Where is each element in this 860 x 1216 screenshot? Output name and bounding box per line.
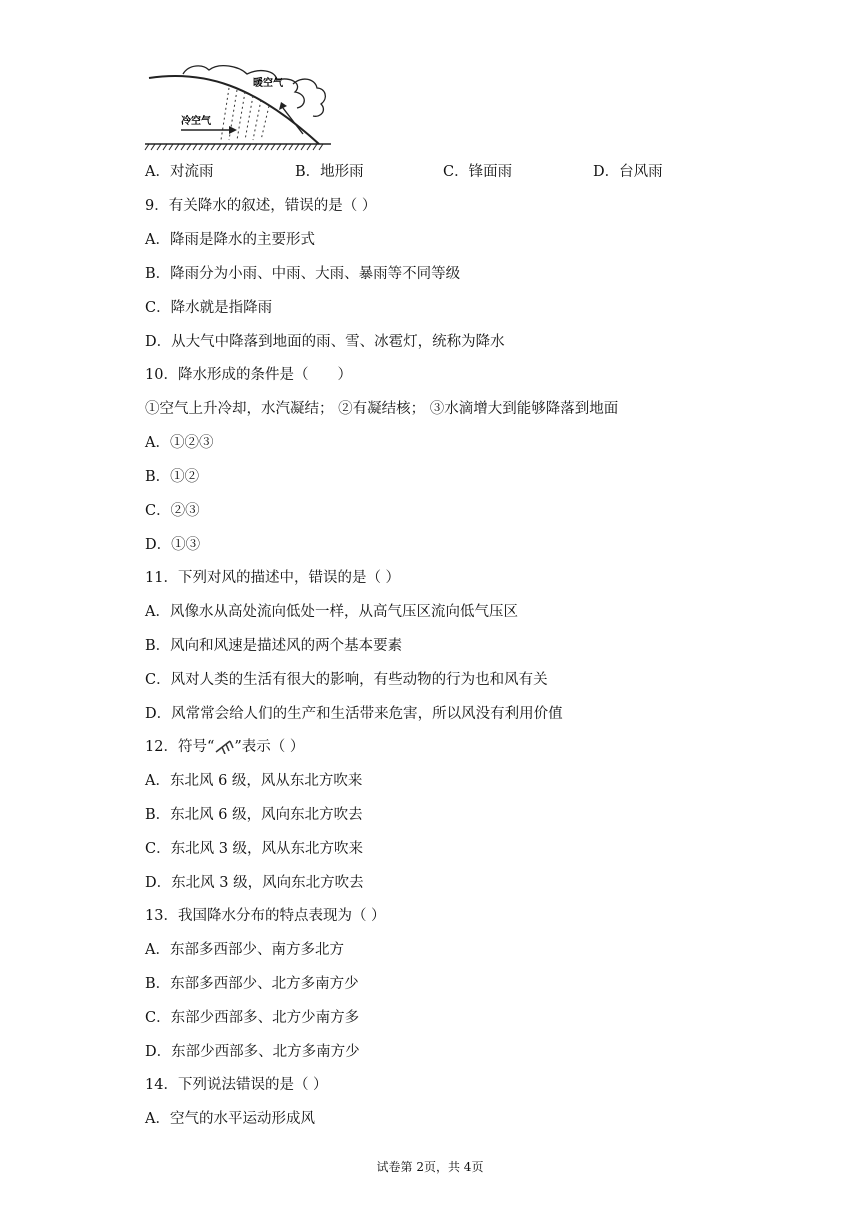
frontal-rain-diagram — [143, 60, 333, 156]
q8-option-a: A．对流雨 — [145, 164, 214, 180]
q10-stem: 10．降水形成的条件是（ ） — [145, 367, 352, 383]
q10-option-c: C．②③ — [145, 503, 200, 519]
q14-stem: 14．下列说法错误的是（ ） — [145, 1077, 328, 1093]
q10-option-a: A．①②③ — [145, 435, 214, 451]
q9-option-d: D．从大气中降落到地面的雨、雪、冰雹灯，统称为降水 — [145, 334, 505, 350]
q11-option-a: A．风像水从高处流向低处一样，从高气压区流向低气压区 — [145, 604, 518, 620]
page-footer: 试卷第 2页，共 4页 — [376, 1160, 484, 1174]
q11-stem: 11．下列对风的描述中，错误的是（ ） — [145, 570, 401, 586]
q9-option-b: B．降雨分为小雨、中雨、大雨、暴雨等不同等级 — [145, 266, 461, 282]
q11-option-b: B．风向和风速是描述风的两个基本要素 — [145, 638, 403, 654]
q12-stem — [145, 737, 304, 757]
warm-air-arrow — [283, 108, 303, 134]
q13-option-d: D．东部少西部多、北方多南方少 — [145, 1044, 360, 1060]
q12-option-b: B．东北风 6 级，风向东北方吹去 — [145, 807, 363, 823]
q14-option-a: A．空气的水平运动形成风 — [145, 1111, 315, 1127]
wind-symbol-icon — [214, 738, 234, 754]
q9-option-a: A．降雨是降水的主要形式 — [145, 232, 315, 248]
rain-dashes — [221, 88, 269, 140]
cold-air-label: 冷空气 — [181, 116, 211, 127]
q13-option-b: B．东部多西部少、北方多南方少 — [145, 976, 359, 992]
warm-air-label: 暖空气 — [253, 78, 283, 89]
q8-option-d: D．台风雨 — [593, 164, 663, 180]
q9-option-c: C．降水就是指降雨 — [145, 300, 273, 316]
q12-option-c: C．东北风 3 级，风从东北方吹来 — [145, 841, 364, 857]
q8-option-c: C．锋面雨 — [443, 164, 513, 180]
ground-hatching — [145, 144, 323, 150]
q13-option-c: C．东部少西部多、北方少南方多 — [145, 1010, 360, 1026]
q12-stem-after: ”表示（ ） — [234, 739, 305, 755]
q11-option-c: C．风对人类的生活有很大的影响，有些动物的行为也和风有关 — [145, 672, 548, 688]
q13-option-a: A．东部多西部少、南方多北方 — [145, 942, 344, 958]
cloud-shape-2 — [293, 79, 325, 116]
q9-stem: 9．有关降水的叙述，错误的是（ ） — [145, 198, 377, 214]
cold-air-arrowhead — [229, 126, 237, 134]
q12-option-d: D．东北风 3 级，风向东北方吹去 — [145, 875, 364, 891]
q12-option-a: A．东北风 6 级，风从东北方吹来 — [145, 773, 363, 789]
q12-stem-before: 12．符号“ — [145, 739, 215, 755]
cloud-shape — [183, 66, 304, 108]
q10-option-d: D．①③ — [145, 537, 201, 553]
q10-conditions: ①空气上升冷却，水汽凝结； ②有凝结核； ③水滴增大到能够降落到地面 — [145, 401, 619, 417]
q8-option-b: B．地形雨 — [295, 164, 364, 180]
q10-option-b: B．①② — [145, 469, 200, 485]
q13-stem: 13．我国降水分布的特点表现为（ ） — [145, 908, 386, 924]
q11-option-d: D．风常常会给人们的生产和生活带来危害，所以风没有利用价值 — [145, 706, 563, 722]
